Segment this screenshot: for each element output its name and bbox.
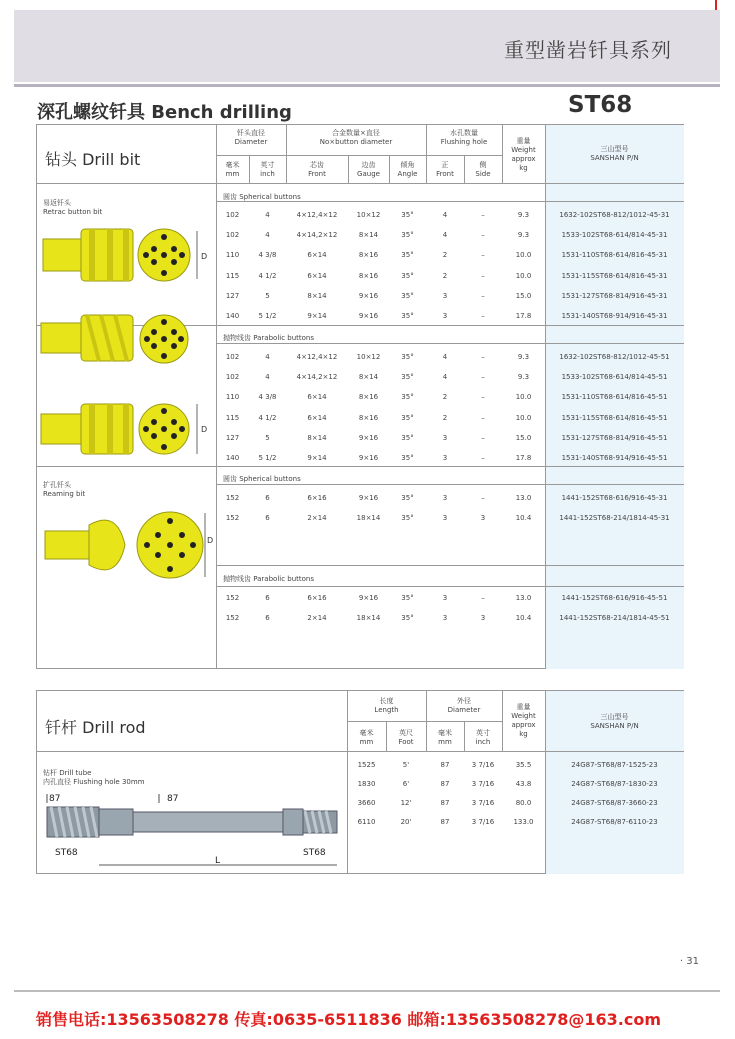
table-cell: 1632-102ST68-812/1012-45-51 bbox=[559, 353, 670, 361]
section-title: 深孔螺纹钎具 Bench drilling bbox=[37, 102, 292, 123]
table-cell: 1531-140ST68-914/916-45-31 bbox=[561, 312, 668, 320]
table-cell: – bbox=[481, 312, 485, 320]
table-cell: 87 bbox=[440, 780, 450, 788]
table-cell: – bbox=[481, 251, 485, 260]
table-cell: 110 bbox=[225, 251, 240, 260]
retrac-label: 易返钎头 Retrac button bit bbox=[43, 199, 103, 216]
table-cell: 10.4 bbox=[515, 614, 532, 623]
table-cell: 6×14 bbox=[307, 413, 327, 422]
table-cell: 140 bbox=[225, 312, 240, 320]
table-cell: 35° bbox=[401, 353, 414, 361]
table-cell: – bbox=[481, 454, 485, 462]
table-cell: 1531-127ST68-814/916-45-31 bbox=[561, 291, 668, 300]
table-cell: 110 bbox=[225, 393, 240, 402]
page-number: · 31 bbox=[679, 956, 699, 967]
svg-text:D: D bbox=[201, 252, 208, 261]
retrac-bit-image-1 bbox=[37, 225, 215, 285]
table-cell: 35° bbox=[401, 433, 414, 442]
table-cell: 6×14 bbox=[307, 251, 327, 260]
table-cell: 3 bbox=[442, 614, 448, 623]
header-divider bbox=[14, 84, 720, 87]
table-cell: – bbox=[481, 211, 485, 219]
table-cell: 102 bbox=[225, 211, 240, 219]
table-cell: 3 bbox=[442, 433, 448, 442]
page-header bbox=[14, 10, 720, 82]
table-cell: 8×16 bbox=[358, 393, 379, 402]
table-cell: 13.0 bbox=[515, 594, 532, 602]
table-cell: 35° bbox=[401, 211, 414, 219]
table-cell: 8×14 bbox=[358, 373, 379, 382]
table-cell: 9.3 bbox=[517, 353, 530, 361]
table-cell: 3 7/16 bbox=[471, 799, 495, 807]
table-cell: – bbox=[481, 594, 485, 602]
table-cell: 9×16 bbox=[358, 291, 379, 300]
table-cell: 4 bbox=[442, 231, 448, 240]
table-cell: 10×12 bbox=[356, 353, 381, 361]
table-row bbox=[37, 759, 684, 771]
table-cell: 1830 bbox=[357, 780, 376, 788]
table-cell: 4 bbox=[265, 231, 270, 240]
table-row bbox=[37, 290, 684, 302]
table-cell: 1531-115ST68-614/816-45-31 bbox=[561, 271, 668, 280]
table-cell: 9.3 bbox=[517, 211, 530, 219]
table-cell: 1441-152ST68-616/916-45-51 bbox=[561, 594, 668, 602]
table-cell: 9×14 bbox=[307, 454, 327, 462]
table-cell: 6×14 bbox=[307, 271, 327, 280]
sph-label-2: 圆齿 Spherical buttons bbox=[223, 475, 301, 483]
table-cell: 4 1/2 bbox=[258, 413, 277, 422]
table-cell: 35° bbox=[401, 291, 414, 300]
table-cell: 3 7/16 bbox=[471, 761, 495, 769]
sph-label-1: 圆齿 Spherical buttons bbox=[223, 193, 301, 201]
table-cell: 4 bbox=[265, 211, 270, 219]
table-cell: – bbox=[481, 413, 485, 422]
table-cell: 5 bbox=[265, 433, 270, 442]
table-cell: 1531-115ST68-614/816-45-51 bbox=[561, 413, 668, 422]
table-cell: 1441-152ST68-214/1814-45-31 bbox=[559, 514, 670, 523]
table-cell: 87 bbox=[440, 818, 450, 826]
retrac-bit-image-2 bbox=[37, 313, 215, 365]
table-cell: 3 bbox=[442, 514, 448, 523]
table-cell: 3 bbox=[442, 454, 448, 462]
table-cell: – bbox=[481, 393, 485, 402]
table-cell: 35° bbox=[401, 413, 414, 422]
table-cell: 1632-102ST68-812/1012-45-31 bbox=[559, 211, 670, 219]
table-cell: 133.0 bbox=[513, 818, 534, 826]
table-cell: 1531-140ST68-914/916-45-51 bbox=[561, 454, 668, 462]
table-cell: 35° bbox=[401, 312, 414, 320]
table-cell: 6×16 bbox=[307, 494, 327, 502]
table-cell: 2 bbox=[442, 413, 448, 422]
table-cell: 115 bbox=[225, 271, 240, 280]
table-cell: 4 bbox=[442, 353, 448, 361]
table-cell: 8×16 bbox=[358, 251, 379, 260]
table-cell: 6×14 bbox=[307, 393, 327, 402]
table-cell: 4×14,2×12 bbox=[296, 373, 338, 382]
table-cell: 3 7/16 bbox=[471, 780, 495, 788]
svg-text:ST68: ST68 bbox=[55, 848, 78, 858]
table-cell: 35.5 bbox=[515, 761, 532, 769]
table-cell: 3 bbox=[480, 514, 486, 523]
table-cell: 35° bbox=[401, 594, 414, 602]
table-cell: 87 bbox=[440, 761, 450, 769]
table-cell: 152 bbox=[225, 594, 240, 602]
table-cell: 17.8 bbox=[515, 312, 532, 320]
rod-desc: 钻杆 Drill tube 内孔直径 Flushing hole 30mm bbox=[43, 769, 145, 786]
svg-text:D: D bbox=[201, 425, 208, 434]
table-cell: 9×16 bbox=[358, 454, 379, 462]
table-cell: 6' bbox=[402, 780, 410, 788]
drill-bit-table: 钻头 Drill bit 钎头直径 Diameter 毫米 mm 英寸 inch 合金数量×直径 No×button diameter 芯齿 Front 边齿 Gauge 倾角 Angle 水孔数量 Flushing hole 正 Front 侧 Side 重量 Weight approx kg 三山型号 SANSHAN P/N 易返钎头 Retrac button bit 扩孔钎头 Reaming bit 圆齿 Spherical buttons 抛物线齿 Parabolic buttons 圆齿 Spherical buttons 抛物线齿 Parabolic buttons 102 4 4×12,4×12 10×12 35° 4 – 9.3 1632-102ST68-812/1012-45-31 102 4 4×14,2×12 8×14 35° 4 – 9.3 1533-102ST68-614/814-45-31 110 4 3/8 6×14 8×16 35° 2 – 10.0 1531-110ST68-614/816-45-31 115 4 1/2 6×14 8×16 35° 2 – 10.0 1531-115ST68-614/816-45-31 127 5 8×14 9×16 35° 3 – 15.0 1531-127ST68-814/916-45-31 140 5 1/2 9×14 9×16 35° 3 – 17.8 1531-140ST68-914/916-45-31 102 4 4×12,4×12 10×12 35° 4 – 9.3 1632-102ST68-812/1012-45-51 102 4 4×14,2×12 8×14 35° 4 – 9.3 1533-102ST68-614/814-45-51 110 4 3/8 6×14 8×16 35° 2 – 10.0 1531-110ST68-614/816-45-51 115 4 1/2 6×14 8×16 35° 2 – 10.0 1531-115ST68-614/816-45-51 127 5 8×14 9×16 35° 3 – 15.0 1531-127ST68-814/916-45-51 140 5 1/2 9×14 9×16 35° 3 – 17.8 1531-140ST68-914/916-45-51 152 6 6×16 9×16 35° 3 – 13.0 1441-152ST68-616/916-45-31 152 6 2×14 18×14 35° 3 3 10.4 1441-152ST68-214/1814-45-31 152 6 6×16 9×16 35° 3 – 13.0 1441-152ST68-616/916-45-51 152 6 2×14 18×14 35° 3 3 10.4 1441-152ST68-214/1814-45-51 D D D bbox=[36, 124, 684, 669]
drill-rod-table: 钎杆 Drill rod 长度 Length 毫米 mm 英尺 Foot 外径 Diameter 毫米 mm 英寸 inch 重量 Weight approx kg 三山型号 SANSHAN P/N 钻杆 Drill tube 内孔直径 Flushing hole 30mm 1525 5' 87 3 7/16 35.5 24G87-ST68/87-1525-23 1830 6' 87 3 7/16 43.8 24G87-ST68/87-1830-23 3660 12' 87 3 7/16 80.0 24G87-ST68/87-3660-23 6110 20' 87 3 7/16 133.0 24G87-ST68/87-6110-23 87 87 ST68 ST68 L bbox=[36, 690, 684, 874]
table-cell: 8×16 bbox=[358, 271, 379, 280]
table-cell: 24G87-ST68/87-3660-23 bbox=[571, 799, 658, 807]
table-cell: 80.0 bbox=[515, 799, 532, 807]
table-cell: 35° bbox=[401, 514, 414, 523]
table-cell: – bbox=[481, 494, 485, 502]
table-cell: 1441-152ST68-616/916-45-31 bbox=[561, 494, 668, 502]
table-row bbox=[37, 778, 684, 790]
table-cell: – bbox=[481, 271, 485, 280]
drill-bit-label: 钻头 Drill bit bbox=[45, 150, 141, 169]
table-cell: 5 1/2 bbox=[258, 312, 277, 320]
table-cell: 9×16 bbox=[358, 433, 379, 442]
table-cell: 1533-102ST68-614/814-45-31 bbox=[561, 231, 668, 240]
table-row bbox=[37, 492, 684, 504]
table-cell: 24G87-ST68/87-1830-23 bbox=[571, 780, 658, 788]
table-cell: 152 bbox=[225, 494, 240, 502]
retrac-bit-image-3 bbox=[37, 400, 215, 458]
table-row bbox=[37, 592, 684, 604]
table-cell: 18×14 bbox=[356, 514, 381, 523]
table-row bbox=[37, 371, 684, 383]
table-cell: 24G87-ST68/87-1525-23 bbox=[571, 761, 658, 769]
table-cell: 10.0 bbox=[515, 413, 532, 422]
table-cell: 35° bbox=[401, 454, 414, 462]
table-cell: 35° bbox=[401, 494, 414, 502]
table-cell: 6 bbox=[265, 594, 270, 602]
table-cell: 4 bbox=[265, 373, 270, 382]
table-cell: 35° bbox=[401, 251, 414, 260]
par-label-1: 抛物线齿 Parabolic buttons bbox=[223, 334, 315, 342]
table-cell: 102 bbox=[225, 231, 240, 240]
table-cell: 127 bbox=[225, 291, 240, 300]
table-cell: 3 bbox=[442, 594, 448, 602]
table-cell: 9×14 bbox=[307, 312, 327, 320]
table-cell: 1531-110ST68-614/816-45-51 bbox=[561, 393, 668, 402]
table-cell: 9×16 bbox=[358, 494, 379, 502]
table-cell: 15.0 bbox=[515, 291, 532, 300]
table-cell: 8×14 bbox=[307, 291, 327, 300]
footer-divider bbox=[14, 990, 720, 992]
table-cell: 35° bbox=[401, 231, 414, 240]
table-cell: 43.8 bbox=[515, 780, 532, 788]
svg-text:87: 87 bbox=[167, 794, 179, 804]
table-cell: 115 bbox=[225, 413, 240, 422]
table-cell: 102 bbox=[225, 353, 240, 361]
table-cell: 2 bbox=[442, 271, 448, 280]
table-cell: 3660 bbox=[357, 799, 376, 807]
par-label-2: 抛物线齿 Parabolic buttons bbox=[223, 575, 315, 583]
table-cell: 35° bbox=[401, 393, 414, 402]
table-cell: 20' bbox=[400, 818, 412, 826]
table-cell: 127 bbox=[225, 433, 240, 442]
svg-text:ST68: ST68 bbox=[303, 848, 326, 858]
table-cell: 2 bbox=[442, 393, 448, 402]
series-title: 重型凿岩钎具系列 bbox=[504, 38, 672, 62]
table-cell: 35° bbox=[401, 373, 414, 382]
table-cell: 6 bbox=[265, 514, 270, 523]
table-cell: 6 bbox=[265, 494, 270, 502]
svg-text:87: 87 bbox=[49, 794, 61, 804]
table-cell: 4×12,4×12 bbox=[296, 211, 338, 219]
table-cell: – bbox=[481, 433, 485, 442]
table-cell: – bbox=[481, 353, 485, 361]
table-cell: 140 bbox=[225, 454, 240, 462]
table-cell: 9×16 bbox=[358, 312, 379, 320]
model-code: ST68 bbox=[568, 92, 633, 118]
table-cell: 17.8 bbox=[515, 454, 532, 462]
table-cell: 10.0 bbox=[515, 393, 532, 402]
table-cell: 4 1/2 bbox=[258, 271, 277, 280]
drill-rod-image bbox=[37, 791, 342, 873]
table-cell: 6 bbox=[265, 614, 270, 623]
table-cell: 102 bbox=[225, 373, 240, 382]
table-cell: 5' bbox=[402, 761, 410, 769]
table-cell: 6110 bbox=[357, 818, 376, 826]
table-cell: 1441-152ST68-214/1814-45-51 bbox=[559, 614, 670, 623]
table-cell: 6×16 bbox=[307, 594, 327, 602]
table-cell: 4 bbox=[442, 211, 448, 219]
table-cell: 4 3/8 bbox=[258, 251, 277, 260]
table-cell: 152 bbox=[225, 514, 240, 523]
table-cell: 15.0 bbox=[515, 433, 532, 442]
table-cell: 3 bbox=[442, 291, 448, 300]
table-cell: 8×14 bbox=[307, 433, 327, 442]
table-cell: 18×14 bbox=[356, 614, 381, 623]
drill-rod-label: 钎杆 Drill rod bbox=[45, 718, 146, 737]
table-cell: 3 bbox=[480, 614, 486, 623]
reaming-bit-image bbox=[37, 505, 215, 585]
table-cell: 2×14 bbox=[307, 614, 327, 623]
table-cell: – bbox=[481, 373, 485, 382]
table-cell: 2 bbox=[442, 251, 448, 260]
table-cell: 1531-110ST68-614/816-45-31 bbox=[561, 251, 668, 260]
table-cell: 10×12 bbox=[356, 211, 381, 219]
table-cell: 35° bbox=[401, 614, 414, 623]
table-cell: – bbox=[481, 231, 485, 240]
table-cell: 4 3/8 bbox=[258, 393, 277, 402]
table-cell: 9×16 bbox=[358, 594, 379, 602]
table-cell: 1525 bbox=[357, 761, 376, 769]
svg-text:L: L bbox=[215, 856, 221, 866]
table-cell: 35° bbox=[401, 271, 414, 280]
table-cell: 87 bbox=[440, 799, 450, 807]
table-cell: 3 7/16 bbox=[471, 818, 495, 826]
table-cell: 8×14 bbox=[358, 231, 379, 240]
table-cell: 1531-127ST68-814/916-45-51 bbox=[561, 433, 668, 442]
table-row bbox=[37, 612, 684, 624]
table-cell: 3 bbox=[442, 494, 448, 502]
contact-footer: 销售电话:13563508278 传真:0635-6511836 邮箱:13563508278@163.com bbox=[36, 1010, 661, 1029]
table-cell: 12' bbox=[400, 799, 412, 807]
ream-label: 扩孔钎头 Reaming bit bbox=[43, 481, 86, 498]
table-cell: 152 bbox=[225, 614, 240, 623]
table-cell: 4×14,2×12 bbox=[296, 231, 338, 240]
svg-text:D: D bbox=[207, 536, 214, 545]
table-cell: 1533-102ST68-614/814-45-51 bbox=[561, 373, 668, 382]
table-cell: 10.0 bbox=[515, 271, 532, 280]
table-cell: 24G87-ST68/87-6110-23 bbox=[571, 818, 658, 826]
table-cell: 4×12,4×12 bbox=[296, 353, 338, 361]
table-row bbox=[37, 209, 684, 221]
table-cell: 5 bbox=[265, 291, 270, 300]
table-cell: 9.3 bbox=[517, 373, 530, 382]
table-cell: 9.3 bbox=[517, 231, 530, 240]
table-cell: 13.0 bbox=[515, 494, 532, 502]
table-cell: 10.4 bbox=[515, 514, 532, 523]
table-cell: 8×16 bbox=[358, 413, 379, 422]
table-cell: – bbox=[481, 291, 485, 300]
table-cell: 10.0 bbox=[515, 251, 532, 260]
table-cell: 2×14 bbox=[307, 514, 327, 523]
table-cell: 5 1/2 bbox=[258, 454, 277, 462]
table-cell: 3 bbox=[442, 312, 448, 320]
table-cell: 4 bbox=[265, 353, 270, 361]
table-cell: 4 bbox=[442, 373, 448, 382]
